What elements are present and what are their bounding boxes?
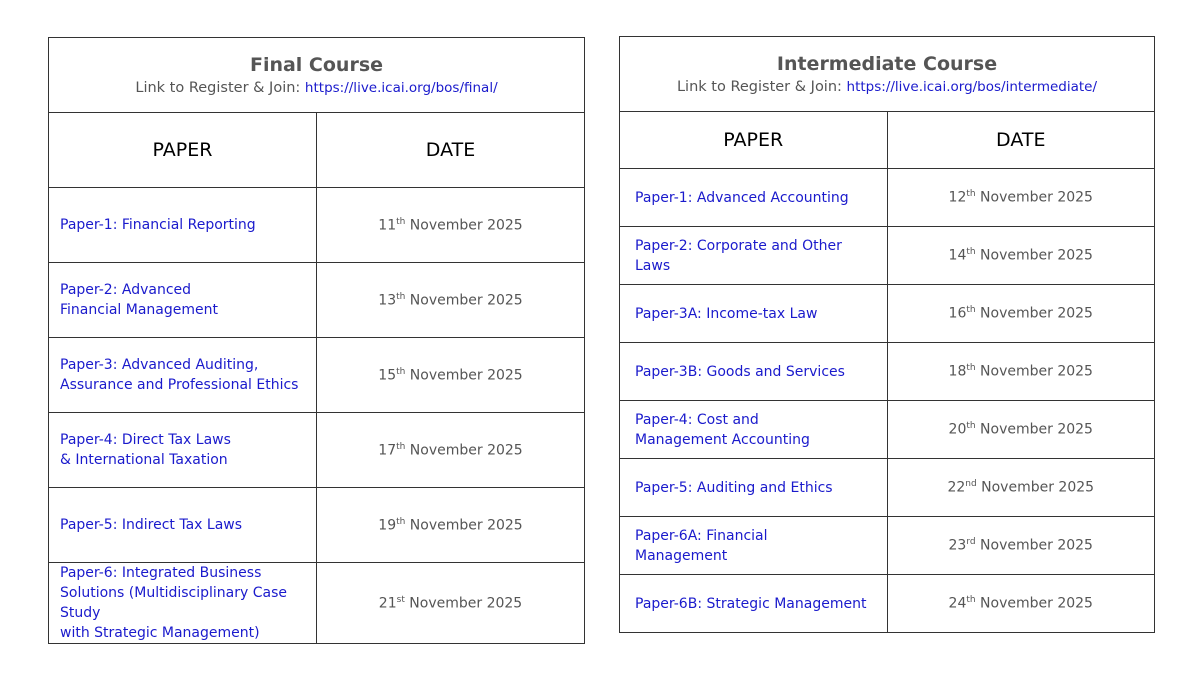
date-rest: November 2025: [405, 367, 523, 384]
date-cell: [317, 263, 585, 338]
date-rest: November 2025: [976, 479, 1095, 496]
paper-name-line: Paper-6: Integrated Business: [60, 565, 262, 581]
date-suffix: th: [966, 363, 976, 374]
intermediate-register-link[interactable]: https://live.icai.org/bos/intermediate/: [846, 79, 1098, 95]
date-rest: November 2025: [405, 217, 523, 234]
paper-name-line: Paper-6A: Financial: [635, 527, 768, 544]
date-suffix: th: [966, 421, 976, 432]
date-day: 15: [378, 367, 397, 384]
date-day: 14: [948, 247, 967, 264]
date-suffix: nd: [965, 479, 977, 490]
table-row: [620, 169, 1155, 227]
paper-name-line: Paper-1: Financial Reporting: [60, 217, 256, 233]
date-rest: November 2025: [975, 421, 1093, 438]
date-cell: [887, 343, 1155, 401]
date-day: 11: [378, 217, 397, 234]
date-rest: November 2025: [405, 517, 523, 534]
paper-cell: [620, 575, 888, 633]
final-course-title: Final Course: [249, 54, 384, 76]
paper-cell: [49, 338, 317, 413]
paper-name-line: Assurance and Professional Ethics: [60, 377, 299, 393]
paper-cell: [620, 285, 888, 343]
intermediate-course-title: Intermediate Course: [776, 53, 998, 75]
date-rest: November 2025: [404, 595, 523, 612]
paper-name-line: Management Accounting: [635, 431, 810, 448]
paper-name-line: Paper-2: Advanced: [60, 282, 192, 298]
table-row: [49, 488, 585, 563]
register-label: Link to Register & Join:: [135, 80, 301, 96]
paper-cell: [620, 227, 888, 285]
paper-name-line: Paper-5: Indirect Tax Laws: [60, 517, 243, 533]
date-suffix: th: [966, 247, 976, 258]
table-row: [620, 575, 1155, 633]
paper-cell: [620, 517, 888, 575]
date-column-header: DATE: [317, 113, 585, 188]
date-rest: November 2025: [975, 189, 1093, 206]
intermediate-course-header: [620, 37, 1155, 112]
paper-name-line: Management: [635, 547, 728, 564]
date-day: 19: [378, 517, 397, 534]
date-cell: [317, 488, 585, 563]
date-suffix: th: [966, 305, 976, 316]
paper-cell: [620, 401, 888, 459]
paper-name-line: & International Taxation: [60, 452, 228, 468]
paper-name-line: Paper-6B: Strategic Management: [635, 595, 867, 612]
date-cell: [317, 338, 585, 413]
date-day: 23: [948, 537, 967, 554]
register-label: Link to Register & Join:: [676, 79, 842, 95]
paper-column-header: PAPER: [49, 113, 317, 188]
table-row: [620, 517, 1155, 575]
final-course-table: [48, 37, 585, 644]
date-day: 13: [378, 292, 397, 309]
date-rest: November 2025: [975, 305, 1093, 322]
paper-name-line: Paper-2: Corporate and Other Laws: [635, 237, 842, 274]
paper-name-line: Paper-3A: Income-tax Law: [635, 305, 818, 322]
date-cell: [887, 401, 1155, 459]
date-rest: November 2025: [975, 247, 1093, 264]
date-suffix: th: [966, 189, 976, 200]
date-cell: [317, 188, 585, 263]
paper-name-line: Paper-3B: Goods and Services: [635, 363, 845, 380]
intermediate-course-table: [619, 36, 1155, 633]
table-row: [620, 227, 1155, 285]
final-register-link[interactable]: https://live.icai.org/bos/final/: [304, 80, 498, 96]
date-suffix: st: [396, 594, 405, 605]
date-suffix: th: [396, 216, 406, 227]
table-row: [49, 563, 585, 644]
date-day: 20: [948, 421, 967, 438]
paper-name-line: Paper-4: Cost and: [635, 411, 759, 428]
paper-name-line: Paper-5: Auditing and Ethics: [635, 479, 833, 496]
date-cell: [887, 285, 1155, 343]
table-row: [620, 343, 1155, 401]
paper-column-header: PAPER: [620, 112, 888, 169]
date-cell: [317, 413, 585, 488]
date-cell: [887, 227, 1155, 285]
table-row: [49, 338, 585, 413]
date-day: 12: [948, 189, 967, 206]
date-day: 21: [378, 595, 397, 612]
date-suffix: th: [966, 595, 976, 606]
paper-cell: [620, 169, 888, 227]
date-rest: November 2025: [975, 363, 1093, 380]
date-suffix: th: [396, 366, 406, 377]
date-rest: November 2025: [975, 537, 1093, 554]
paper-cell: [620, 343, 888, 401]
date-cell: [887, 169, 1155, 227]
date-column-header: DATE: [887, 112, 1155, 169]
table-row: [620, 459, 1155, 517]
date-day: 24: [948, 595, 967, 612]
paper-name-line: Paper-4: Direct Tax Laws: [60, 432, 231, 448]
paper-name-line: with Strategic Management): [60, 625, 260, 641]
date-rest: November 2025: [975, 595, 1093, 612]
table-row: [620, 285, 1155, 343]
date-day: 18: [948, 363, 967, 380]
paper-cell: [49, 263, 317, 338]
paper-name-line: Paper-3: Advanced Auditing,: [60, 357, 259, 373]
paper-cell: [49, 563, 317, 644]
date-suffix: th: [396, 441, 406, 452]
paper-cell: [49, 413, 317, 488]
paper-cell: [49, 488, 317, 563]
date-day: 22: [947, 479, 966, 496]
date-day: 16: [948, 305, 967, 322]
date-day: 17: [378, 442, 397, 459]
final-course-header: [49, 38, 585, 113]
table-row: [620, 401, 1155, 459]
paper-cell: [49, 188, 317, 263]
date-cell: [887, 517, 1155, 575]
paper-name-line: Financial Management: [60, 302, 218, 318]
paper-name-line: Solutions (Multidisciplinary Case Study: [60, 585, 287, 621]
paper-name-line: Paper-1: Advanced Accounting: [635, 189, 849, 206]
date-cell: [887, 575, 1155, 633]
table-row: [49, 413, 585, 488]
date-rest: November 2025: [405, 442, 523, 459]
date-suffix: th: [396, 291, 406, 302]
date-cell: [887, 459, 1155, 517]
table-row: [49, 263, 585, 338]
paper-cell: [620, 459, 888, 517]
date-suffix: rd: [966, 537, 976, 548]
date-cell: [317, 563, 585, 644]
date-rest: November 2025: [405, 292, 523, 309]
table-row: [49, 188, 585, 263]
date-suffix: th: [396, 516, 406, 527]
